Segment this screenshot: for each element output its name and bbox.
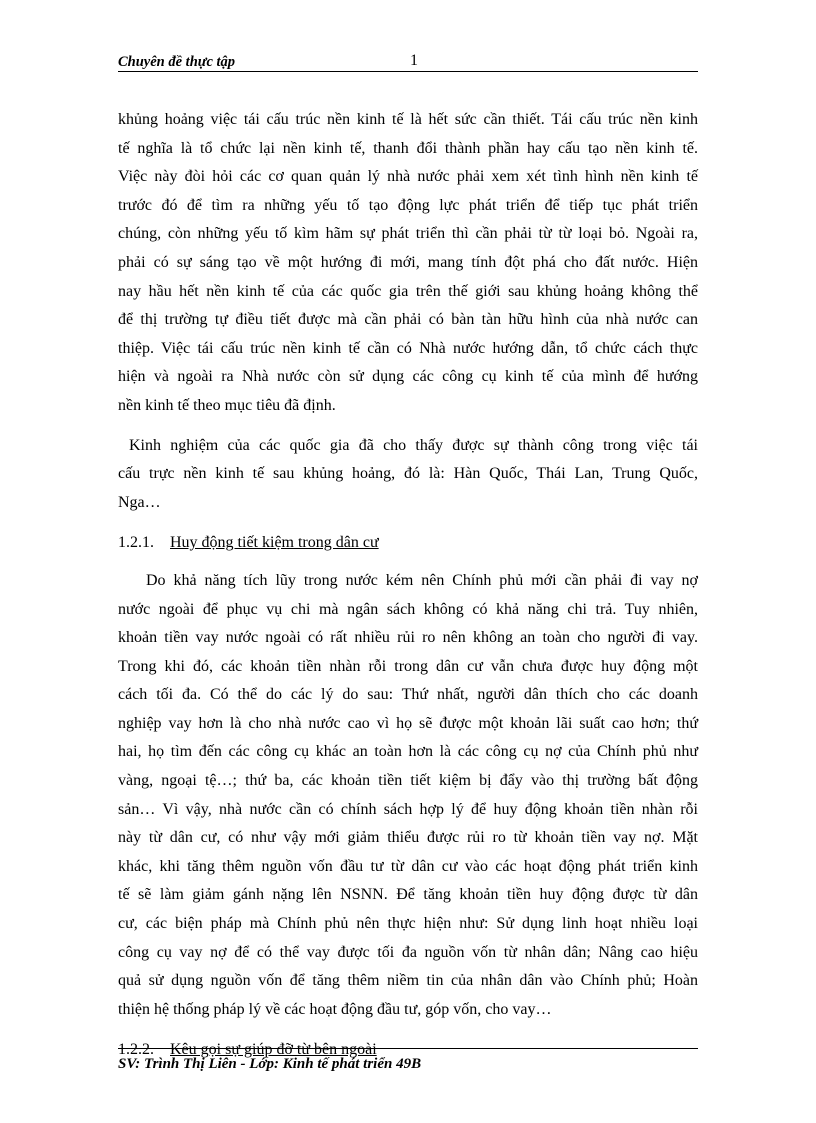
text-line: sản… Vì vậy, nhà nước cần có chính sách hợp lý để huy động khoản tiền nhàn rỗi: [118, 800, 698, 818]
text-line: khác, khi tăng thêm nguồn vốn đầu tư từ dân cư vào các hoạt động phát triển kinh: [118, 857, 698, 875]
text-line: hiện và ngoài ra Nhà nước còn sử dụng các công cụ kinh tế của mình để hướng: [118, 368, 698, 386]
document-body: [118, 106, 698, 1065]
footer-text: SV: Trình Thị Liên - Lớp: Kinh tế phát triển 49B: [118, 1056, 422, 1072]
header-title: Chuyên đề thực tập: [118, 54, 236, 70]
text-line: Do khả năng tích lũy trong nước kém nên Chính phủ mới cần phải đi vay nợ: [146, 571, 698, 589]
text-line: phải có sự sáng tạo về một hướng đi mới, mang tính đột phá cho đất nước. Hiện: [118, 253, 698, 271]
section-title: Huy động tiết kiệm trong dân cư: [170, 534, 379, 552]
text-line: Việc này đòi hỏi các cơ quan quản lý nhà nước phải xem xét tình hình nền kinh tế: [118, 168, 698, 186]
paragraph-huy-dong: [118, 567, 698, 1025]
text-line: tế sẽ làm giảm gánh nặng lên NSNN. Để tăng khoản tiền huy động được từ dân: [118, 886, 698, 904]
text-line: công cụ vay nợ để có thể vay được tối đa nguồn vốn từ nhân dân; Nâng cao hiệu: [118, 943, 698, 961]
text-line: Nga…: [118, 493, 161, 511]
page-number: 1: [410, 52, 418, 69]
text-line: hai, họ tìm đến các công cụ khác an toàn hơn là các công cụ nợ của Chính phủ như: [118, 743, 698, 761]
paragraph-kinh-nghiem: [118, 432, 698, 518]
text-line: này từ dân cư, có như vậy mới giảm thiểu được rủi ro từ khoản tiền vay nợ. Mặt: [118, 829, 698, 847]
text-line: quả sử dụng nguồn vốn để tăng thêm niềm tin của nhân dân vào Chính phủ; Hoàn: [118, 972, 698, 990]
text-line: cách tối đa. Có thể do các lý do sau: Thứ nhất, người dân thích cho các doanh: [118, 686, 698, 704]
text-line: thiệp. Việc tái cấu trúc nền kinh tế cần có Nhà nước hướng dẫn, tổ chức cách thực: [118, 339, 698, 357]
section-number: 1.2.1.: [118, 534, 154, 552]
header-divider: [118, 71, 698, 72]
text-line: vàng, ngoại tệ…; thứ ba, các khoản tiền tiết kiệm bị đẩy vào thị trường bất động: [118, 772, 698, 790]
text-line: thiện hệ thống pháp lý về các hoạt động đầu tư, góp vốn, cho vay…: [118, 1000, 552, 1018]
text-line: khoản tiền vay nước ngoài có rất nhiều rủi ro nên không an toàn cho người đi vay.: [118, 629, 698, 647]
text-line: cư, các biện pháp mà Chính phủ nên thực hiện như: Sử dụng linh hoạt nhiều loại: [118, 915, 698, 933]
text-line: cấu trực nền kinh tế sau khủng hoảng, đó là: Hàn Quốc, Thái Lan, Trung Quốc,: [118, 465, 698, 483]
section-title: Kêu gọi sự giúp đỡ từ bên ngoài: [170, 1041, 377, 1059]
text-line: Trong khi đó, các khoản tiền nhàn rỗi trong dân cư vẫn chưa được huy động một: [118, 657, 698, 675]
section-heading-1-2-1: [118, 529, 698, 558]
paragraph-tai-cau-truc: [118, 106, 698, 421]
text-line: Kinh nghiệm của các quốc gia đã cho thấy được sự thành công trong việc tái: [129, 436, 698, 454]
text-line: nền kinh tế theo mục tiêu đã định.: [118, 396, 336, 414]
text-line: nghiệp vay hơn là cho nhà nước cao vì họ sẽ được một khoản lãi suất cao hơn; thứ: [118, 714, 698, 732]
section-number: 1.2.2.: [118, 1041, 154, 1059]
text-line: để thị trường tự điều tiết được mà cần phải có bàn tàn hữu hình của nhà nước can: [118, 311, 698, 329]
footer-divider: [118, 1048, 698, 1049]
text-line: tế nghĩa là tổ chức lại nền kinh tế, thanh đổi thành phần hay cấu tạo nền kinh tế.: [118, 139, 698, 157]
text-line: nay hầu hết nền kinh tế của các quốc gia trên thế giới sau khủng hoảng không thể: [118, 282, 698, 300]
text-line: khủng hoảng việc tái cấu trúc nền kinh tế là hết sức cần thiết. Tái cấu trúc nền kinh: [118, 111, 698, 128]
text-line: trước đó để tìm ra những yếu tố tạo động lực phát triển để tiếp tục phát triển: [118, 196, 698, 214]
text-line: nước ngoài để phục vụ chi mà ngân sách không có khả năng chi trả. Tuy nhiên,: [118, 600, 698, 618]
page-header: [118, 50, 698, 74]
text-line: chúng, còn những yếu tố kìm hãm sự phát triển thì cần phải từ từ loại bỏ. Ngoài ra,: [118, 225, 698, 243]
